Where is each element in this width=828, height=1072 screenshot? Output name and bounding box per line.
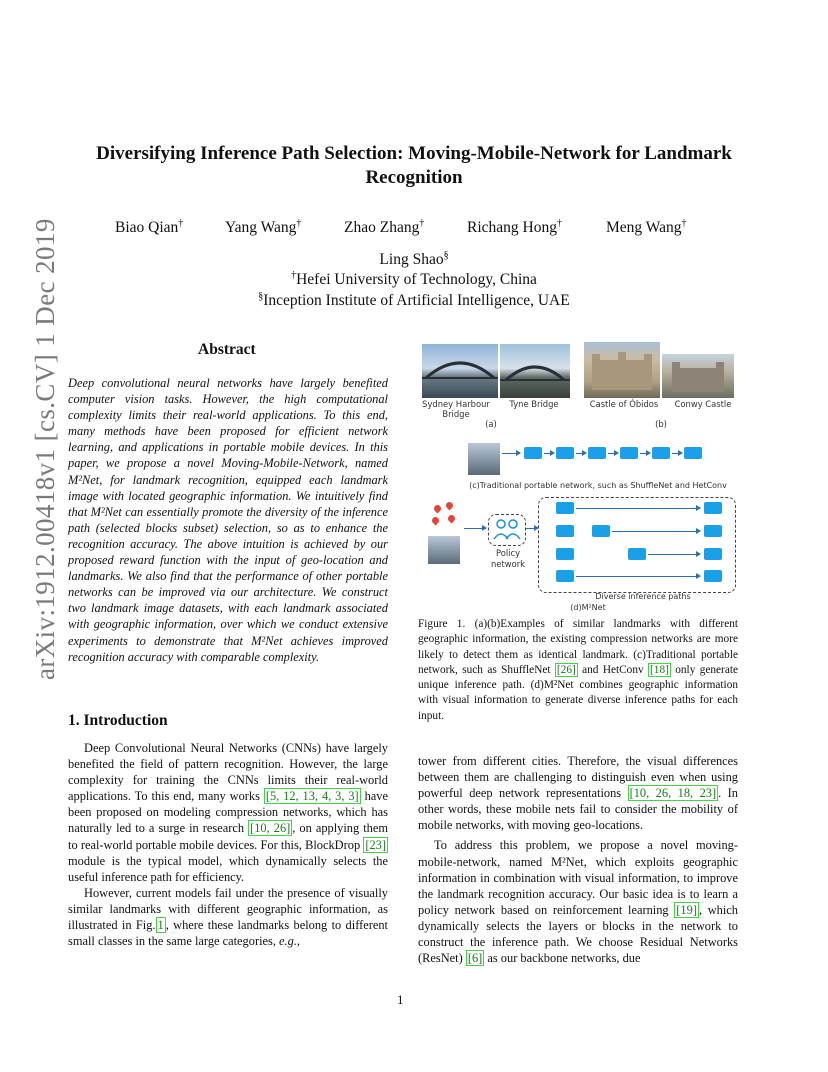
label-conwy: Conwy Castle	[674, 399, 732, 409]
author-name: Meng Wang	[606, 219, 682, 237]
bridge-arch-icon	[422, 344, 498, 398]
affiliation-mark: †	[556, 218, 562, 229]
location-pin-icon	[431, 516, 441, 526]
bridge-arch-icon	[500, 344, 570, 398]
conwy-castle-photo	[662, 354, 734, 398]
text-run: tower from different cities. Therefore, the visual differences between them are challenging to distinguish even when using powerful deep network representations	[418, 754, 738, 801]
intro-left-column	[68, 740, 388, 949]
network-block	[592, 525, 610, 537]
author	[225, 218, 301, 237]
affiliation-mark: †	[296, 218, 302, 229]
page-number: 1	[397, 992, 404, 1007]
input-image-thumbnail	[428, 536, 460, 564]
text-run: Deep Convolutional Neural Networks (CNNs) have largely benefited the field of pattern recognition. However, the large complexity for training the CNNs limits their real-world applications. To this end, many works	[68, 741, 388, 804]
affiliation-text: Inception Institute of Artificial Intelligence, UAE	[263, 292, 570, 310]
text-run: as our backbone networks, due	[484, 951, 641, 966]
title-line-2: Recognition	[365, 167, 463, 188]
network-block	[628, 548, 646, 560]
text-run: , where these landmarks belong to different small classes in the same large categories,	[68, 918, 388, 949]
author	[467, 218, 562, 237]
arrow	[544, 453, 554, 454]
intro-paragraph-1	[68, 740, 388, 885]
citation-link[interactable]: [18]	[650, 663, 669, 676]
author-name: Yang Wang	[225, 219, 297, 237]
author-list	[0, 218, 828, 240]
arrow	[612, 531, 700, 532]
affiliation-mark: §	[443, 250, 449, 261]
arrow	[526, 528, 538, 529]
right-paragraph-1	[418, 753, 738, 833]
network-block	[704, 525, 722, 537]
citation-link[interactable]: [5, 12, 13, 4, 3, 3]	[265, 789, 359, 804]
arrow	[640, 453, 650, 454]
text-run: , on applying them to real-world portable mobile devices. For this, BlockDrop	[68, 821, 388, 852]
author	[344, 218, 424, 237]
citation-link[interactable]: [10, 26]	[250, 821, 291, 836]
label-b: (b)	[655, 419, 667, 429]
network-block	[556, 502, 574, 514]
arrow	[672, 453, 682, 454]
citation-link[interactable]: [26]	[556, 663, 576, 676]
text-run: Figure 1. (a)(b)Examples of similar landmarks with different geographic information, the existing compression networks are more likely to detect them as identical landmark. (c)Traditional portable network, such as ShuffleNet	[418, 618, 738, 676]
arrow	[608, 453, 618, 454]
label-sydney: Sydney Harbour Bridge	[422, 399, 490, 419]
network-block	[620, 447, 638, 459]
label-tyne: Tyne Bridge	[509, 399, 559, 409]
author	[115, 218, 183, 237]
abstract-text: Deep convolutional neural networks have largely benefited computer vision tasks. However, the high computational complexity limits their real-world applications. To this end, many methods have been proposed for efficient network learning, and applications in portable mobile devices. In this paper, we propose a novel Moving-Mobile-Network, named M²Net, for landmark recognition, equipped each landmark image with located geographic information. We intuitively find that M²Net can essentially promote the diversity of the inference path (selected blocks subset) selection, so as to enhance the recognition accuracy. The above intuition is achieved by our proposed reward function with the input of geo-location and landmarks. We also find that the performance of other portable networks can be improved via our architecture. We construct two landmark image datasets, with each landmark associated with geographic information, over which we conduct extensive experiments to demonstrate that M²Net achieves improved recognition accuracy with comparable complexity.	[68, 376, 388, 664]
author-name: Biao Qian	[115, 219, 179, 237]
location-pin-icon	[445, 501, 455, 511]
title-line-1: Diversifying Inference Path Selection: Moving-Mobile-Network for Landmark	[96, 143, 732, 164]
arrow	[576, 453, 586, 454]
label-d: (d)M²Net	[570, 603, 606, 612]
affiliation-mark: §	[258, 291, 264, 302]
author-name: Richang Hong	[467, 219, 557, 237]
affiliation-mark: †	[178, 218, 184, 229]
paper-title	[60, 142, 768, 190]
label-c: (c)Traditional portable network, such as ShuffleNet and HetConv	[469, 481, 727, 490]
intro-paragraph-2	[68, 885, 388, 949]
text-run: and HetConv	[577, 663, 649, 676]
citation-link[interactable]: [10, 26, 18, 23]	[629, 786, 717, 801]
author-name: Zhao Zhang	[344, 219, 420, 237]
input-image-thumbnail	[468, 443, 500, 475]
figure-1	[418, 340, 742, 615]
castle-icon	[584, 342, 660, 398]
network-block	[588, 447, 606, 459]
arrow	[576, 576, 700, 577]
affiliation-2	[0, 286, 828, 311]
text-run: have been proposed on modeling compression networks, which has naturally led to a surge in research	[68, 789, 389, 836]
network-block	[704, 502, 722, 514]
text-run: . In other words, these mobile nets fail to consider the mobility of mobile networks, with moving geo-locations.	[418, 786, 738, 833]
arrow	[502, 453, 520, 454]
arxiv-stamp: arXiv:1912.00418v1 [cs.CV] 1 Dec 2019	[30, 218, 60, 680]
affiliation-mark: †	[419, 218, 425, 229]
text-run: However, current models fail under the presence of visually similar landmarks with different geographic information, as illustrated in Fig.	[68, 885, 388, 933]
citation-link[interactable]: [23]	[365, 837, 386, 852]
network-block	[652, 447, 670, 459]
right-paragraph-2	[418, 837, 738, 966]
author-name: Ling Shao	[379, 251, 444, 269]
network-block	[556, 570, 574, 582]
network-block	[524, 447, 542, 459]
sydney-bridge-photo	[422, 344, 498, 398]
figure-1-caption	[418, 617, 738, 724]
network-block	[556, 525, 574, 537]
network-block	[704, 570, 722, 582]
location-pin-icon	[433, 504, 443, 514]
arrow	[648, 554, 700, 555]
label-obidos: Castle of Óbidos	[589, 399, 659, 409]
network-block	[684, 447, 702, 459]
abstract-heading: Abstract	[198, 341, 256, 358]
castle-icon	[662, 354, 734, 398]
location-pin-icon	[447, 514, 457, 524]
network-block	[704, 548, 722, 560]
text-run: , which dynamically selects the layers or blocks in the network to construct the inference path. We choose Residual Networks (ResNet)	[418, 902, 739, 966]
affiliation-mark: †	[681, 218, 687, 229]
section-heading-introduction: 1. Introduction	[68, 712, 168, 729]
tyne-bridge-photo	[500, 344, 570, 398]
text-run: module is the typical model, which dynamically selects the useful inference path for efficiency.	[68, 853, 388, 884]
castle-obidos-photo	[584, 342, 660, 398]
network-block	[556, 548, 574, 560]
people-icon	[489, 515, 525, 545]
text-run: only generate unique inference path. (d)M²Net combines geographic information with visual information to generate diverse inference paths for each input.	[418, 663, 738, 722]
author	[606, 218, 687, 237]
citation-link[interactable]: [19]	[676, 902, 697, 917]
affiliation-mark: †	[291, 270, 297, 281]
text-run: e.g.,	[279, 934, 301, 949]
intro-right-column	[418, 753, 738, 966]
label-diverse: Diverse inference paths	[595, 592, 691, 601]
text-run: To address this problem, we propose a novel moving-mobile-network, named M²Net, which exploits geographic information in combination with visual information, to improve the landmark recognition accuracy. Our basic idea is to learn a policy network based on reinforcement learning	[418, 838, 738, 917]
network-block	[556, 447, 574, 459]
figure-ref-link[interactable]: 1	[157, 918, 164, 933]
policy-network-box	[488, 514, 526, 546]
arrow	[576, 508, 700, 509]
label-policy: Policy network	[490, 548, 525, 569]
arrow	[464, 528, 486, 529]
citation-link[interactable]: [6]	[467, 951, 483, 966]
label-a: (a)	[485, 419, 497, 429]
affiliation-text: Hefei University of Technology, China	[296, 271, 537, 289]
